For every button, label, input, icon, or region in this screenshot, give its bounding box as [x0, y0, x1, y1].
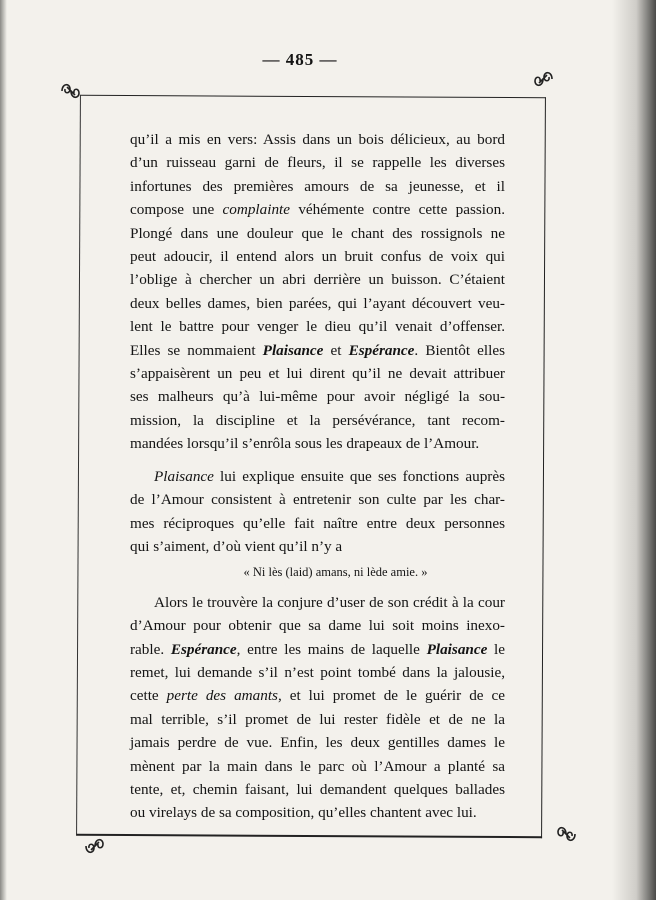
text-line: qui s’aiment, d’où vient qu’il n’y a [130, 537, 343, 555]
corner-ornament-icon [553, 821, 579, 847]
italic-name: Espérance [170, 640, 237, 658]
text-line: s’appaisèrent un peu et lui dirent qu’il ne devait attribuer [130, 365, 505, 383]
paragraph [130, 128, 505, 456]
page-number: — 485 — [262, 50, 338, 69]
paragraph [130, 591, 505, 825]
scan-shadow-left [0, 0, 7, 900]
text-line: ou virelays de sa composition, qu’elles chantent avec lui. [130, 804, 477, 822]
text-line: qu’il a mis en vers: Assis dans un bois délicieux, au bord [130, 131, 505, 148]
text-line: rable. Espérance, entre les mains de laquelle Plaisance le [130, 640, 506, 658]
text-line: remet, lui demande s’il n’est point tombé dans la jalousie, [130, 663, 505, 681]
text-line: cette perte des amants, et lui promet de le guérir de ce [130, 687, 505, 705]
text-line: Plongé dans une douleur que le chant des rossignols ne [130, 224, 505, 242]
text-line: mènent par la main dans le parc où l’Amour a planté sa [130, 757, 505, 775]
text-line: mal terrible, s’il promet de lui rester fidèle et de ne la [130, 710, 505, 728]
body-text [130, 128, 505, 825]
italic-term: complainte [222, 201, 291, 219]
scan-shadow-right [612, 0, 656, 900]
corner-ornament-icon [530, 66, 556, 92]
corner-ornament-icon [82, 833, 108, 859]
text-line: mission, la discipline et la persévérance, tant recom- [130, 411, 505, 429]
italic-name: Plaisance [426, 640, 488, 658]
italic-term: perte des amants [166, 687, 278, 705]
verse-quote: « Ni lès (laid) amans, ni lède amie. » [243, 565, 428, 580]
italic-name: Plaisance [262, 341, 324, 359]
text-line: ses malheurs qu’à lui-même pour avoir négligé la sou- [130, 388, 505, 406]
paragraph [130, 465, 505, 559]
text-line: jamais perdre de vue. Enfin, les deux gentilles dames le [130, 734, 505, 752]
text-line: l’oblige à chercher un abri derrière un buisson. C’étaient [130, 271, 505, 289]
italic-name: Plaisance [154, 467, 214, 485]
text-line: tente, et, chemin faisant, lui demandent quelques ballades [130, 780, 505, 798]
text-line: Alors le trouvère la conjure d’user de son crédit à la cour [154, 593, 505, 611]
text-line: infortunes des premières amours de sa jeunesse, et il [130, 177, 505, 195]
text-line: lent le battre pour venger le dieu qu’il venait d’offenser. [130, 318, 505, 336]
text-line: Plaisance lui explique ensuite que ses fonctions auprès [154, 467, 505, 485]
text-line: d’un ruisseau garni de fleurs, il se rappelle les diverses [130, 154, 505, 172]
text-line: peut adoucir, il entend alors un bruit confus de voix qui [130, 248, 505, 266]
corner-ornament-icon [58, 78, 84, 104]
text-line: d’Amour pour obtenir que sa dame lui soit moins inexo- [130, 617, 505, 635]
italic-name: Espérance [348, 341, 415, 359]
text-line: deux belles dames, bien parées, qui l’ayant découvert veu- [130, 294, 505, 312]
text-line: Elles se nommaient Plaisance et Espérance. Bientôt elles [130, 341, 505, 359]
text-line: mes réciproques qu’elle fait naître entre deux personnes [130, 514, 505, 532]
text-line: mandées lorsqu’il s’enrôla sous les drapeaux de l’Amour. [130, 435, 480, 453]
text-line: compose une complainte véhémente contre cette passion. [130, 201, 505, 219]
text-line: de l’Amour consistent à entretenir son culte par les char- [130, 491, 505, 509]
